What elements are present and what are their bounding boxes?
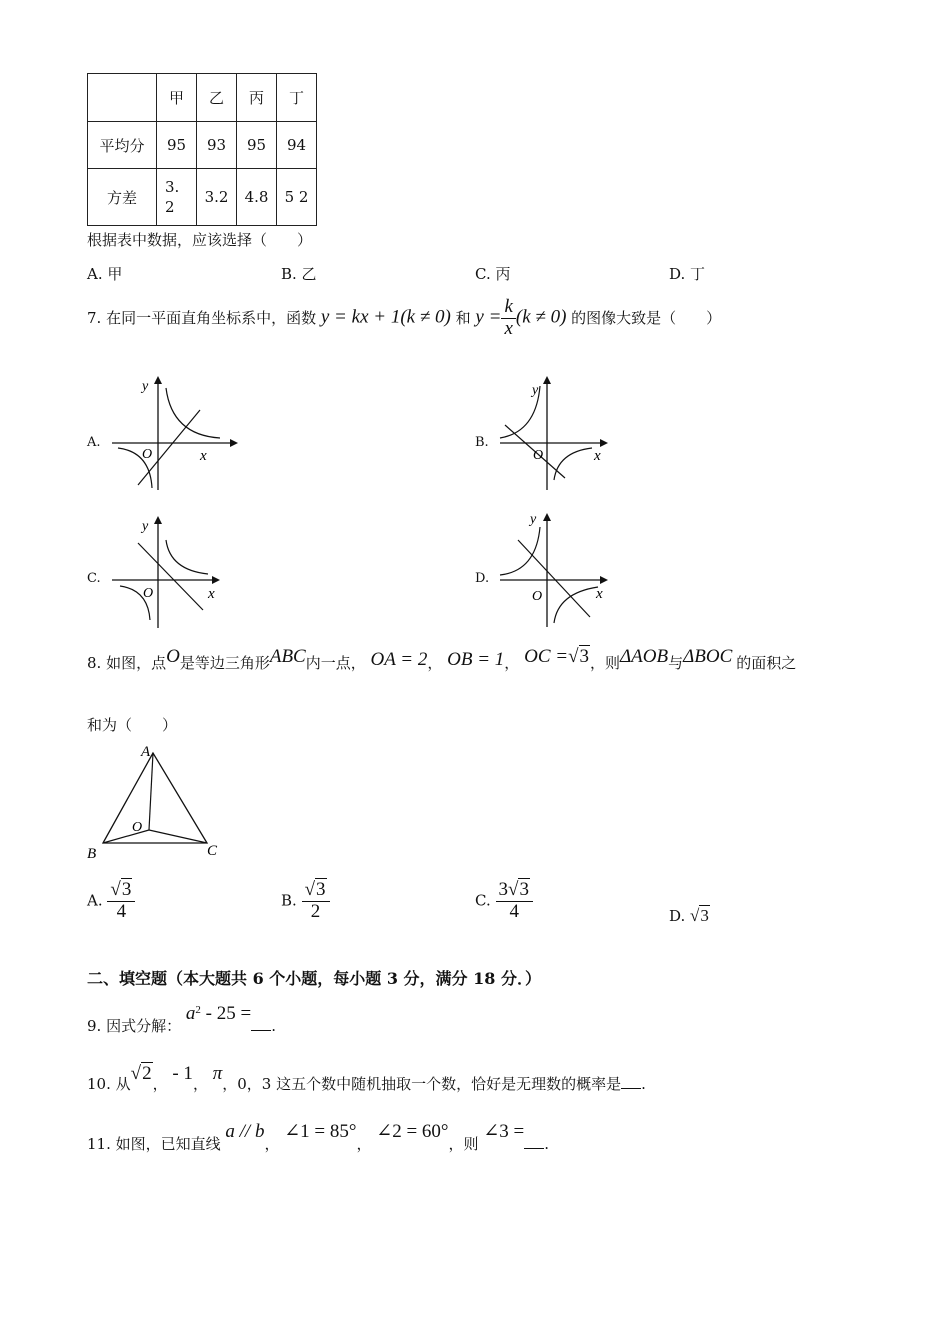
q9-prefix: 9. 因式分解： (87, 1017, 182, 1035)
q6-option-c[interactable]: C. 丙 (475, 265, 511, 283)
table-header-cell (88, 74, 157, 122)
q10-question (87, 1063, 646, 1093)
q10-radicand: 2 (142, 1063, 152, 1084)
table-cell: 3.2 (197, 169, 237, 226)
q10-sep2: ， (192, 1075, 208, 1093)
x-label: x (596, 586, 603, 602)
q8-option-b[interactable] (281, 879, 330, 922)
score-table (87, 73, 317, 226)
q8-oc: OC = (524, 646, 569, 667)
q7-suffix: 的图像大致是（ ） (571, 309, 722, 327)
q7-graph-b-label[interactable]: B. (475, 435, 489, 450)
q11-angle1: ∠1 = 85° (284, 1121, 357, 1142)
x-axis-arrow-icon (230, 439, 238, 447)
q8-option-d-label: D. (669, 907, 686, 925)
q8-option-c[interactable] (475, 879, 533, 922)
q8-triangle-figure (85, 738, 225, 863)
q8-oc-sqrt: √3 (568, 646, 589, 667)
q8-option-b-den: 2 (302, 901, 330, 922)
table-header-cell: 甲 (157, 74, 197, 122)
origin-label: O (532, 589, 543, 604)
q9-answer-blank[interactable] (251, 1016, 271, 1031)
q7-graph-a (100, 370, 240, 500)
table-cell: 平均分 (88, 122, 157, 169)
q9-rest: - 25 = (205, 1003, 252, 1024)
q10-sep1: ， (152, 1075, 168, 1093)
q7-func2-den: x (501, 318, 515, 339)
q10-end: . (641, 1075, 646, 1093)
q6-option-b[interactable]: B. 乙 (281, 265, 317, 283)
table-row (88, 122, 317, 169)
table-header-cell: 丁 (277, 74, 317, 122)
table-cell: 95 (157, 122, 197, 169)
hyperbola-branch (500, 527, 540, 575)
q8-option-c-den: 4 (496, 901, 533, 922)
y-axis-arrow-icon (543, 513, 551, 521)
hyperbola-branch (166, 388, 220, 438)
q8-option-c-label: C. (475, 891, 491, 910)
vertex-a-label: A (141, 744, 151, 760)
x-label: x (594, 448, 601, 464)
q8-option-a[interactable] (87, 879, 135, 922)
hyperbola-branch (554, 448, 592, 480)
vertex-c-label: C (207, 843, 218, 859)
section-2-title: 二、填空题（本大题共 6 个小题，每小题 3 分，满分 18 分．） (87, 969, 541, 988)
q8-option-c-coef: 3 (498, 879, 508, 900)
q10-answer-blank[interactable] (621, 1074, 641, 1089)
q8-option-c-radicand: 3 (519, 879, 529, 900)
origin-label: O (533, 448, 544, 463)
q8-oc-radicand: 3 (579, 646, 589, 667)
q8-question (87, 646, 797, 674)
q10-prefix: 10. 从 (87, 1075, 131, 1093)
q6-option-a[interactable]: A. 甲 (87, 265, 123, 283)
y-axis-arrow-icon (154, 376, 162, 384)
q8-text2: 内一点， (305, 654, 366, 672)
q8-triangle-abc: ABC (269, 646, 306, 667)
table-cell: 95 (237, 122, 277, 169)
linear-line (518, 540, 590, 617)
q7-and: 和 (455, 309, 471, 327)
q8-option-a-fraction: $\frac{√3}{4}$ (107, 879, 135, 922)
q9-question (87, 1003, 276, 1035)
table-cell: 3. 2 (157, 169, 197, 226)
q8-option-a-den: 4 (107, 901, 135, 922)
table-header-cell: 乙 (197, 74, 237, 122)
q8-option-a-label: A. (87, 891, 103, 910)
q8-oa: OA = 2 (370, 649, 428, 670)
q7-graph-d (490, 505, 630, 635)
q8-ob: OB = 1 (447, 649, 505, 670)
q7-question (87, 296, 721, 339)
q10-sqrt: √2 (130, 1063, 152, 1084)
q8-triangle-aob: ΔAOB (620, 646, 669, 667)
q8-text4: 与 (668, 654, 684, 672)
q7-graph-c-label[interactable]: C. (87, 571, 101, 586)
q11-prefix: 11. 如图，已知直线 (87, 1135, 221, 1153)
origin-label: O (142, 447, 153, 462)
q7-func2-y: y = (475, 306, 502, 328)
q10-pi: π (212, 1063, 223, 1084)
y-label: y (142, 379, 149, 394)
q11-question (87, 1120, 549, 1153)
q8-text1: 是等边三角形 (179, 654, 270, 672)
x-label: x (208, 586, 215, 602)
q7-func2-cond: (k ≠ 0) (515, 306, 567, 328)
table-cell: 93 (197, 122, 237, 169)
hyperbola-branch (166, 540, 208, 574)
q11-parallel: a // b (225, 1121, 265, 1142)
table-cell: 4.8 (237, 169, 277, 226)
triangle-abc (103, 753, 207, 843)
y-label: y (530, 512, 537, 527)
q11-sep2: ， (356, 1135, 372, 1153)
q8-prefix: 8. 如图，点 (87, 654, 167, 672)
q11-answer-blank[interactable] (524, 1134, 544, 1149)
q8-text5: 的面积之 (736, 654, 797, 672)
table-header-cell: 丙 (237, 74, 277, 122)
q8-sep1: ， (427, 654, 443, 672)
q9-exponent: 2 (195, 1004, 201, 1016)
segment-oc (149, 830, 207, 843)
origin-label: O (143, 586, 154, 601)
q10-text: ，0，3 这五个数中随机抽取一个数，恰好是无理数的概率是 (222, 1075, 622, 1093)
q8-line2: 和为（ ） (87, 716, 178, 734)
q8-option-b-fraction: $\frac{√3}{2}$ (302, 879, 330, 922)
q7-prefix: 7. 在同一平面直角坐标系中，函数 (87, 309, 317, 327)
q7-func2-fraction (501, 296, 515, 339)
table-cell: 94 (277, 122, 317, 169)
q8-option-d[interactable] (669, 906, 710, 926)
q7-func1: y = kx + 1(k ≠ 0) (320, 306, 451, 328)
q7-graph-a-label[interactable]: A. (87, 435, 101, 450)
x-label: x (200, 448, 207, 464)
q8-option-d-radicand: 3 (700, 906, 709, 925)
q8-option-b-label: B. (281, 891, 297, 910)
y-label: y (532, 383, 539, 398)
table-header-row (88, 74, 317, 122)
q6-prompt: 根据表中数据，应该选择（ ） (87, 231, 313, 249)
q8-option-c-fraction: $\frac{3√3}{4}$ (496, 879, 533, 922)
q8-sep2: ， (504, 654, 520, 672)
x-axis-arrow-icon (600, 576, 608, 584)
q8-option-a-radicand: 3 (121, 879, 132, 900)
q11-text: ，则 (448, 1135, 479, 1153)
y-axis-arrow-icon (154, 516, 162, 524)
q7-graph-c (100, 510, 240, 635)
table-row (88, 169, 317, 226)
q9-base: a (185, 1003, 196, 1024)
q10-neg-one: - 1 (172, 1063, 193, 1084)
x-axis-arrow-icon (600, 439, 608, 447)
q11-angle2: ∠2 = 60° (376, 1121, 449, 1142)
x-axis-arrow-icon (212, 576, 220, 584)
q9-end: . (271, 1017, 276, 1035)
table-cell: 5 2 (277, 169, 317, 226)
table-cell: 方差 (88, 169, 157, 226)
q8-triangle-boc: ΔBOC (683, 646, 733, 667)
q7-graph-b (490, 370, 630, 500)
y-label: y (142, 519, 149, 534)
q8-point-o: O (166, 646, 180, 667)
q7-graph-d-label[interactable]: D. (475, 571, 490, 586)
q11-end: . (544, 1135, 549, 1153)
q11-angle3: ∠3 = (483, 1121, 525, 1142)
segment-oa (149, 753, 153, 830)
q7-func2-num: k (504, 296, 513, 317)
q8-option-b-radicand: 3 (316, 879, 326, 900)
q6-option-d[interactable]: D. 丁 (669, 265, 706, 283)
q8-option-d-sqrt: √3 (690, 906, 709, 925)
hyperbola-branch (554, 587, 598, 623)
q11-sep1: ， (264, 1135, 280, 1153)
y-axis-arrow-icon (543, 376, 551, 384)
point-o-label: O (132, 820, 143, 835)
q8-text3: ，则 (590, 654, 621, 672)
vertex-b-label: B (87, 846, 97, 862)
